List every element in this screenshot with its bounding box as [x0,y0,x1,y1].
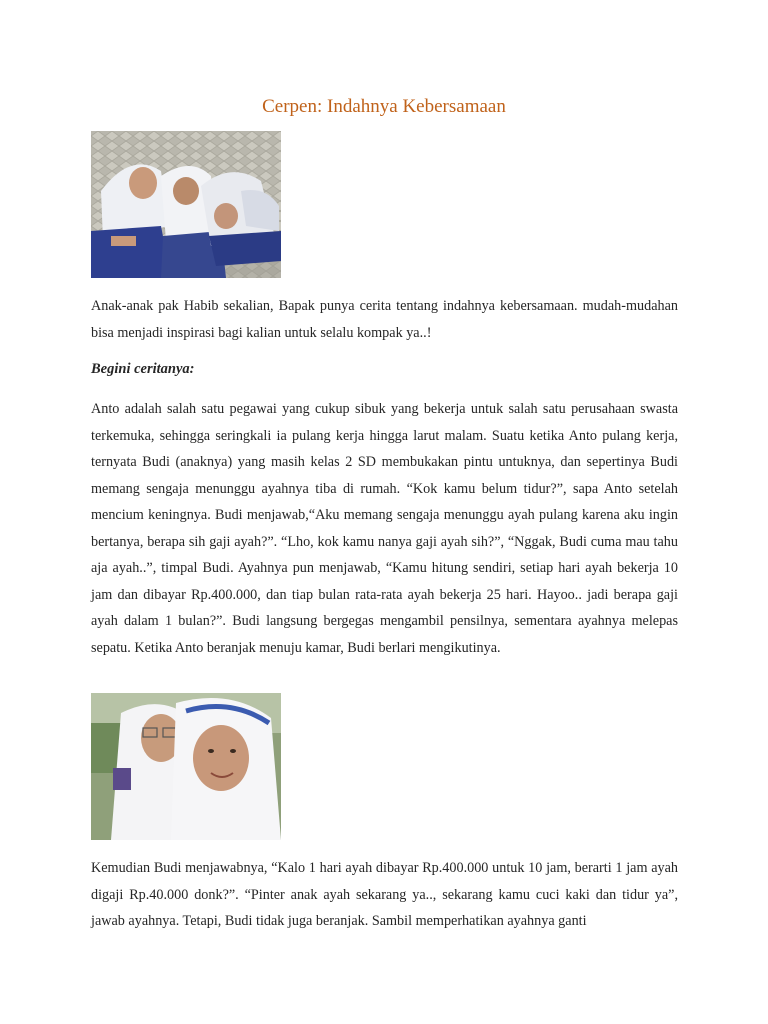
story-paragraph-1: Anto adalah salah satu pegawai yang cukup sibuk yang bekerja untuk salah satu perusahaan swasta terkemuka, sehingga seringkali ia pulang kerja hingga larut malam. Suatu ketika Anto pulang kerja, ternyata Budi (anaknya) yang masih kelas 2 SD membukakan pintu untuknya, dan sepertinya Budi memang sengaja menunggu ayahnya tiba di rumah. “Kok kamu belum tidur?”, sapa Anto setelah mencium keningnya. Budi menjawab,“Aku memang sengaja menunggu ayah pulang karena aku ingin bertanya, berapa sih gaji ayah?”. “Lho, kok kamu nanya gaji ayah sih?”, “Nggak, Budi cuma mau tahu aja ayah..”, timpal Budi. Ayahnya pun menjawab, “Kamu hitung sendiri, setiap hari ayah bekerja 10 jam dan dibayar Rp.400.000, dan tiap bulan rata-rata ayah bekerja 25 hari. Hayoo.. jadi berapa gaji ayah dalam 1 bulan?”. Budi langsung bergegas mengambil pensilnya, sementara ayahnya melepas sepatu. Ketika Anto beranjak menuju kamar, Budi berlari mengikutinya. [91,401,678,656]
photo-girls-closeup [91,693,281,840]
story-paragraph-2: Kemudian Budi menjawabnya, “Kalo 1 hari ayah dibayar Rp.400.000 untuk 10 jam, berarti 1 jam ayah digaji Rp.40.000 donk?”. “Pinter anak ayah sekarang ya.., sekarang kamu cuci kaki dan tidur ya”, jawab ayahnya. Tetapi, Budi tidak juga beranjak. Sambil memperhatikan ayahnya ganti [91,860,678,929]
photo-girls-hugging-image [91,131,281,278]
photo-girls-hugging [91,131,281,278]
page-title: Cerpen: Indahnya Kebersamaan [262,96,506,117]
photo-girls-closeup-image [91,693,281,840]
intro-paragraph: Anak-anak pak Habib sekalian, Bapak punya cerita tentang indahnya kebersamaan. mudah-mudahan bisa menjadi inspirasi bagi kalian untuk selalu kompak ya..! [91,298,678,341]
section-subheading: Begini ceritanya: [91,361,195,377]
